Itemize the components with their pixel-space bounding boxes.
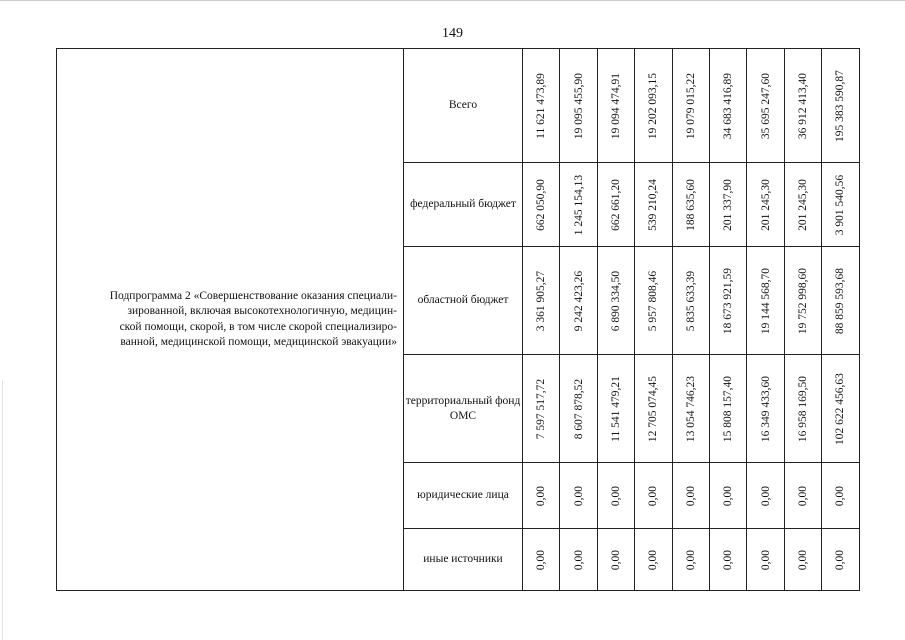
- value-cell: [747, 355, 784, 463]
- value-text: 36 912 413,40: [796, 72, 809, 139]
- value-cell: [784, 247, 821, 355]
- value-text: 19 202 093,15: [647, 72, 660, 139]
- value-cell: [635, 49, 672, 163]
- value-cell: [560, 163, 597, 247]
- value-text: 0,00: [722, 485, 735, 506]
- value-text: 201 337,90: [722, 178, 735, 231]
- value-text: 0,00: [535, 485, 548, 506]
- value-text: 188 635,60: [684, 178, 697, 231]
- value-text: 0,00: [572, 549, 585, 570]
- value-cell: [523, 49, 560, 163]
- source-label: юридические лица: [404, 463, 523, 529]
- budget-table: [56, 48, 860, 591]
- value-text: 0,00: [796, 549, 809, 570]
- value-text: 16 349 433,60: [759, 375, 772, 442]
- value-text: 0,00: [684, 485, 697, 506]
- value-text: 19 079 015,22: [684, 72, 697, 139]
- value-cell: [597, 49, 634, 163]
- value-cell: [560, 463, 597, 529]
- value-text: 0,00: [759, 485, 772, 506]
- value-cell: [709, 529, 746, 591]
- value-cell: [747, 247, 784, 355]
- subprogram-title: [110, 289, 397, 351]
- value-cell: [747, 49, 784, 163]
- value-cell: [635, 355, 672, 463]
- value-text: 0,00: [609, 549, 622, 570]
- value-text: 19 752 998,60: [796, 267, 809, 334]
- subprogram-line: Подпрограмма 2 «Совершенствование оказания специали-: [109, 289, 397, 302]
- value-text: 13 054 746,23: [684, 375, 697, 442]
- value-text: 0,00: [834, 485, 847, 506]
- value-text: 16 958 169,50: [796, 375, 809, 442]
- subprogram-line: зированной, включая высокотехнологичную, медицин-: [127, 305, 397, 317]
- source-label: федеральный бюджет: [404, 163, 523, 247]
- value-cell: [597, 247, 634, 355]
- value-text: 35 695 247,60: [759, 72, 772, 139]
- value-text: 3 361 905,27: [535, 270, 548, 331]
- value-cell: [597, 355, 634, 463]
- value-cell: [597, 463, 634, 529]
- value-text: 19 094 474,91: [609, 72, 622, 139]
- value-cell: [709, 247, 746, 355]
- value-text: 18 673 921,59: [722, 267, 735, 334]
- value-cell: [560, 355, 597, 463]
- value-text: 12 705 074,45: [647, 375, 660, 442]
- subprogram-line: ванной, медицинской помощи, медицинской эвакуации»: [120, 336, 397, 348]
- value-cell: [672, 463, 709, 529]
- value-text: 3 901 540,56: [834, 174, 847, 235]
- value-cell: [523, 163, 560, 247]
- subprogram-cell: [57, 49, 404, 591]
- value-cell: [635, 529, 672, 591]
- value-text: 0,00: [572, 485, 585, 506]
- value-cell: [709, 163, 746, 247]
- value-cell: [822, 247, 859, 355]
- value-text: 201 245,30: [796, 178, 809, 231]
- value-cell: [784, 355, 821, 463]
- source-label: иные источники: [404, 529, 523, 591]
- value-text: 6 890 334,50: [609, 270, 622, 331]
- value-text: 0,00: [647, 549, 660, 570]
- value-text: 662 050,90: [535, 178, 548, 231]
- value-text: 662 661,20: [609, 178, 622, 231]
- value-cell: [709, 355, 746, 463]
- value-cell: [523, 247, 560, 355]
- table-row: [57, 49, 860, 163]
- value-text: 0,00: [796, 485, 809, 506]
- value-text: 0,00: [609, 485, 622, 506]
- value-cell: [822, 49, 859, 163]
- value-text: 5 835 633,39: [684, 270, 697, 331]
- value-cell: [784, 463, 821, 529]
- scan-edge-top: [0, 0, 905, 1]
- value-text: 0,00: [535, 549, 548, 570]
- value-cell: [523, 463, 560, 529]
- value-cell: [747, 529, 784, 591]
- value-cell: [560, 49, 597, 163]
- source-label: территориальный фонд ОМС: [404, 355, 523, 463]
- value-cell: [523, 529, 560, 591]
- source-label: Всего: [404, 49, 523, 163]
- value-cell: [709, 49, 746, 163]
- value-cell: [597, 163, 634, 247]
- value-text: 19 144 568,70: [759, 267, 772, 334]
- value-text: 34 683 416,89: [722, 72, 735, 139]
- value-text: 195 383 590,87: [834, 69, 847, 142]
- source-label: областной бюджет: [404, 247, 523, 355]
- value-text: 9 242 423,26: [572, 270, 585, 331]
- value-cell: [597, 529, 634, 591]
- value-cell: [784, 529, 821, 591]
- value-cell: [635, 163, 672, 247]
- value-text: 11 541 479,21: [609, 375, 622, 442]
- value-cell: [709, 463, 746, 529]
- value-text: 0,00: [647, 485, 660, 506]
- value-text: 201 245,30: [759, 178, 772, 231]
- value-text: 8 607 878,52: [572, 378, 585, 439]
- value-cell: [523, 355, 560, 463]
- value-cell: [822, 163, 859, 247]
- value-cell: [560, 247, 597, 355]
- value-text: 1 245 154,13: [572, 174, 585, 235]
- value-cell: [635, 463, 672, 529]
- value-text: 539 210,24: [647, 178, 660, 231]
- value-cell: [784, 163, 821, 247]
- value-text: 19 095 455,90: [572, 72, 585, 139]
- value-cell: [672, 247, 709, 355]
- value-text: 5 957 808,46: [647, 270, 660, 331]
- value-text: 11 621 473,89: [535, 72, 548, 139]
- subprogram-line: ской помощи, скорой, в том числе скорой специализиро-: [119, 320, 397, 333]
- value-cell: [747, 163, 784, 247]
- value-cell: [822, 529, 859, 591]
- value-cell: [822, 355, 859, 463]
- value-cell: [672, 355, 709, 463]
- value-text: 0,00: [684, 549, 697, 570]
- value-cell: [672, 529, 709, 591]
- value-cell: [822, 463, 859, 529]
- value-cell: [672, 49, 709, 163]
- value-text: 88 859 593,68: [834, 267, 847, 334]
- value-text: 0,00: [759, 549, 772, 570]
- value-cell: [672, 163, 709, 247]
- scan-edge-left: [2, 380, 3, 640]
- value-cell: [747, 463, 784, 529]
- value-text: 15 808 157,40: [722, 375, 735, 442]
- value-text: 0,00: [722, 549, 735, 570]
- value-cell: [635, 247, 672, 355]
- value-cell: [784, 49, 821, 163]
- value-text: 0,00: [834, 549, 847, 570]
- value-text: 102 622 456,63: [834, 372, 847, 445]
- page-number: 149: [442, 26, 463, 41]
- value-cell: [560, 529, 597, 591]
- value-text: 7 597 517,72: [535, 378, 548, 439]
